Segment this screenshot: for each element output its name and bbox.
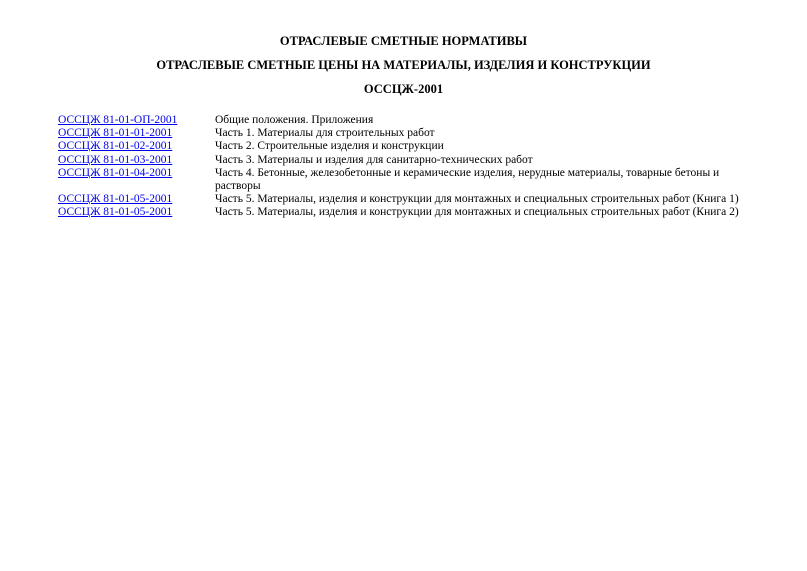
header-title-code: ОССЦЖ-2001 xyxy=(363,82,444,96)
document-link[interactable]: ОССЦЖ 81-01-05-2001 xyxy=(58,206,173,219)
document-description: Часть 2. Строительные изделия и конструкции xyxy=(215,140,444,153)
table-row xyxy=(58,167,758,193)
table-row xyxy=(58,114,758,127)
document-link[interactable]: ОССЦЖ 81-01-05-2001 xyxy=(58,193,173,206)
document-header xyxy=(0,34,807,106)
header-title-prices: ОТРАСЛЕВЫЕ СМЕТНЫЕ ЦЕНЫ НА МАТЕРИАЛЫ, ИЗДЕЛИЯ И КОНСТРУКЦИИ xyxy=(156,58,651,72)
document-description: Часть 4. Бетонные, железобетонные и керамические изделия, нерудные материалы, товарные бетоны и растворы xyxy=(215,166,720,193)
table-row xyxy=(58,193,758,206)
document-link[interactable]: ОССЦЖ 81-01-01-2001 xyxy=(58,127,173,140)
document-description: Часть 1. Материалы для строительных работ xyxy=(215,127,435,140)
document-link[interactable]: ОССЦЖ 81-01-03-2001 xyxy=(58,153,173,166)
table-row xyxy=(58,140,758,153)
document-description: Часть 5. Материалы, изделия и конструкции для монтажных и специальных строительных работ (Книга 1) xyxy=(215,193,739,206)
document-description: Часть 5. Материалы, изделия и конструкции для монтажных и специальных строительных работ (Книга 2) xyxy=(215,206,739,219)
table-row xyxy=(58,127,758,140)
document-link[interactable]: ОССЦЖ 81-01-04-2001 xyxy=(58,166,173,179)
document-description: Общие положения. Приложения xyxy=(215,114,374,126)
document-description: Часть 3. Материалы и изделия для санитарно-технических работ xyxy=(215,153,533,166)
document-link[interactable]: ОССЦЖ 81-01-ОП-2001 xyxy=(58,114,178,126)
table-row xyxy=(58,154,758,167)
document-link[interactable]: ОССЦЖ 81-01-02-2001 xyxy=(58,140,173,153)
header-title-standards: ОТРАСЛЕВЫЕ СМЕТНЫЕ НОРМАТИВЫ xyxy=(279,34,528,48)
documents-table xyxy=(58,114,758,220)
table-row xyxy=(58,206,758,219)
